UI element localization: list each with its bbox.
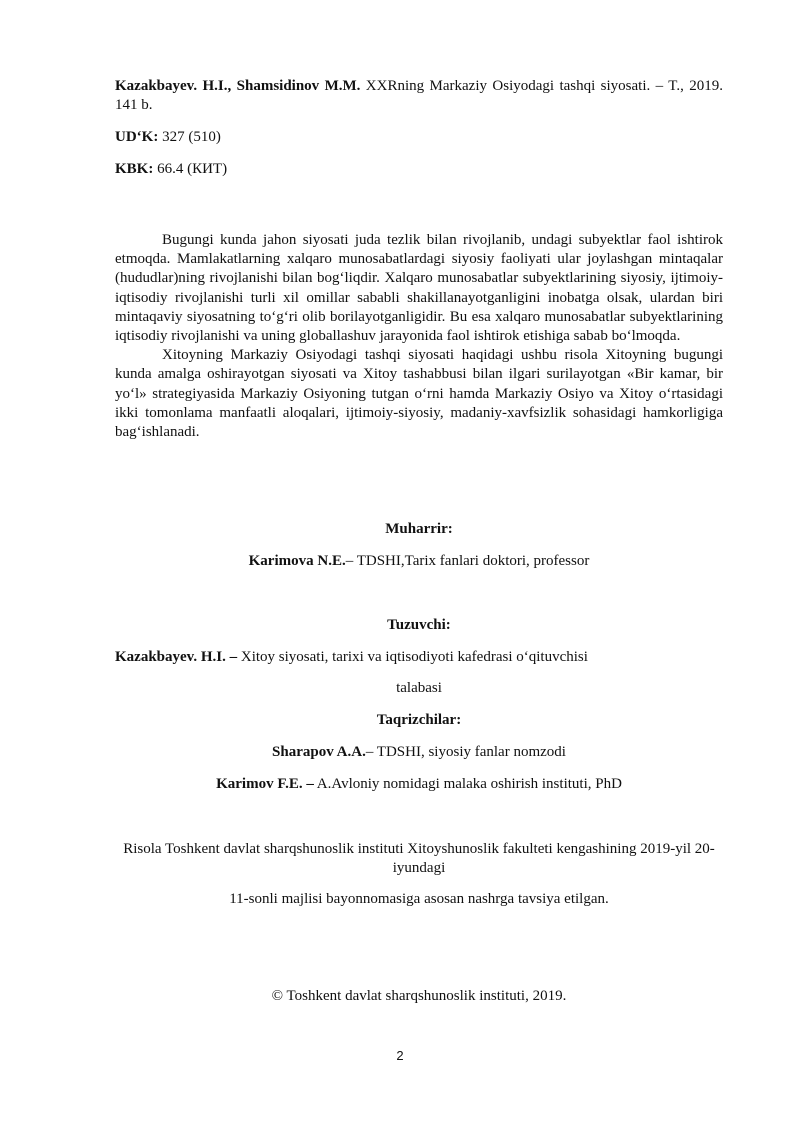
approval-note: Risola Toshkent davlat sharqshunoslik instituti Xitoyshunoslik fakulteti kengashining 2019-yil 20-iyundagi — [123, 841, 715, 876]
reviewer-1-desc: – TDSHI, siyosiy fanlar nomzodi — [365, 744, 566, 760]
kbk-value: 66.4 (КИТ) — [153, 161, 228, 177]
bibliographic-citation — [115, 77, 723, 115]
reviewer-2-desc: A.Avloniy nomidagi malaka oshirish instituti, PhD — [313, 776, 622, 792]
udk-line — [115, 128, 221, 147]
udk-label: UD‘K: — [115, 129, 159, 145]
copyright-notice: © Toshkent davlat sharqshunoslik instituti, 2019. — [271, 988, 567, 1004]
citation-authors: Kazakbayev. H.I., Shamsidinov M.M. — [115, 78, 361, 94]
compiler-name: Kazakbayev. H.I. – — [115, 649, 238, 665]
compiler-heading: Tuzuvchi: — [387, 617, 451, 633]
editor-heading: Muharrir: — [385, 521, 453, 537]
udk-value: 327 (510) — [158, 129, 221, 145]
reviewer-1 — [115, 743, 723, 762]
abstract-paragraph-1: Bugungi kunda jahon siyosati juda tezlik bilan rivojlanib, undagi subyektlar faol ishtirok etmoqda. Mamlakatlarning xalqaro munosabatlardagi siyosiy faoliyati ular joylashgan mintaqalar (hududlar)ning rivojlanishi bilan bog‘liqdir. Xalqaro munosabatlar subyektlarining siyosiy, ijtimoiy-iqtisodiy rivojlanishi turli xil omillar sababli shakillanayotganligini inobatga olsak, ulardan biri mintaqaviy siyosatning to‘g‘ri olib borilayotganligidir. Bu esa xalqaro munosabatlar subyektlarining iqtisodiy rivojlanishi va uning globallashuv jarayonida faol ishtirok etishiga sabab bo‘lmoqda. — [115, 232, 723, 345]
kbk-label: KBK: — [115, 161, 154, 177]
approval-note-2: 11-sonli majlisi bayonnomasiga asosan nashrga tavsiya etilgan. — [229, 891, 609, 907]
reviewer-1-name: Sharapov A.A. — [272, 744, 366, 760]
page-number: 2 — [396, 1048, 404, 1063]
compiler-desc-continued: talabasi — [396, 680, 442, 696]
kbk-line — [115, 160, 227, 179]
reviewers-heading: Taqrizchilar: — [376, 712, 462, 728]
compiler-line — [115, 648, 723, 667]
abstract — [115, 231, 723, 442]
editor-desc: – TDSHI,Tarix fanlari doktori, professor — [345, 553, 590, 569]
citation-title: XXRning Markaziy Osiyodagi tashqi siyosati. – T., 2019. 141 b. — [115, 78, 723, 113]
editor-line — [115, 552, 723, 571]
reviewer-2-name: Karimov F.E. – — [216, 776, 314, 792]
abstract-paragraph-2: Xitoyning Markaziy Osiyodagi tashqi siyosati haqidagi ushbu risola Xitoyning bugungi kunda amalga oshirayotgan siyosati va Xitoy tashabbusi bilan ilgari surilayotgan «Bir kamar, bir yo‘l» strategiyasida Markaziy Osiyoning tutgan o‘rni hamda Markaziy Osiyo va Xitoy o‘rtasidagi ikki tomonlama manfaatli aloqalari, ijtimoiy-siyosiy, madaniy-xavfsizlik sohasidagi hamkorligiga bag‘ishlanadi. — [115, 347, 723, 441]
editor-name: Karimova N.E. — [248, 553, 346, 569]
compiler-desc: Xitoy siyosati, tarixi va iqtisodiyoti kafedrasi o‘qituvchisi — [237, 649, 588, 665]
reviewer-2 — [115, 775, 723, 794]
